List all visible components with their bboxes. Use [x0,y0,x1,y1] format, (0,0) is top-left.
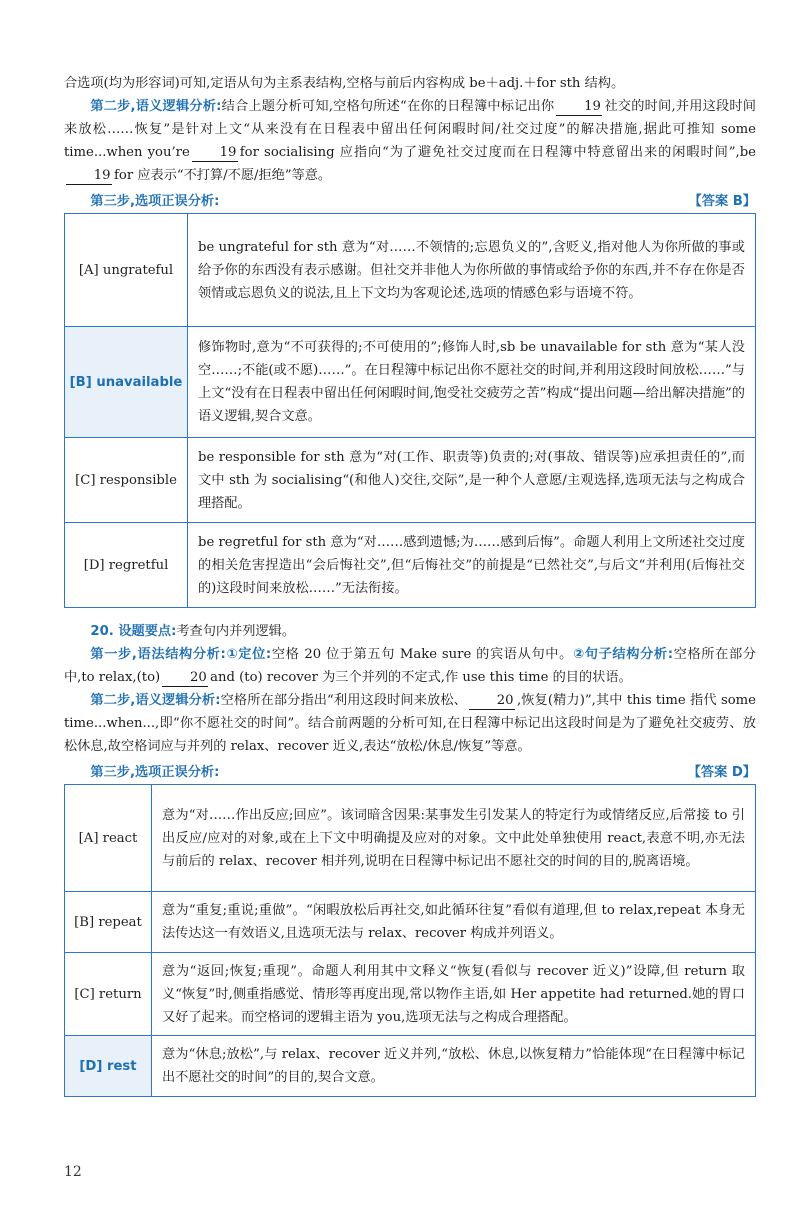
option-desc: 意为“休息;放松”,与 relax、recover 近义并列,“放松、休息,以恢复精力”恰能体现“在日程簿中标记出不愿社交的时间”的目的,契合文意。 [152,1036,756,1097]
option-desc: be regretful for sth 意为“对……感到遗憾;为……感到后悔”。命题人利用上文所述社交过度的相关危害捏造出“会后悔社交”,但“后悔社交”的前提是“已然社交”,与后文“并利用(后悔社交的)这段时间来放松……”无法衔接。 [188,523,756,608]
q19-step2-text-a: 结合上题分析可知,空格句所述“在你的日程簿中标记出你 [221,99,555,114]
option-desc: 意为“返回;恢复;重现”。命题人利用其中文释义“恢复(看似与 recover 近义)”设障,但 return 取义“恢复”时,侧重指感觉、情形等再度出现,常以物作主语,如 Her appetite had returned.她的胃口又好了起来。而空格词的逻辑主语为 you,选项无法与之构成合理搭配。 [152,953,756,1036]
option-label: [A] react [65,785,152,892]
q19-step2-heading: 第二步,语义逻辑分析: [90,99,222,114]
option-desc: 意为“重复;重说;重做”。“闲暇放松后再社交,如此循环往复”看似有道理,但 to relax,repeat 本身无法传达这一有效语义,且选项无法与 relax、recover 构成并列语义。 [152,892,756,953]
q19-step2-text-b: 社交的时间,并用这段时间来放松……恢复”是针对上文“从来没有在日程表中留出任何闲暇时间/社交过度”的解决措施,据此可推知 some time...when you’re [64,99,756,160]
table-row [65,523,756,608]
q20-step1-paragraph [64,643,756,689]
q19-blank-2: 19 [192,145,238,162]
page-number: 12 [64,1164,82,1180]
q19-step2-text-c: for socialising 应指向“为了避免社交过度而在日程簿中特意留出来的闲暇时间”,be [239,145,756,160]
q20-step2-heading: 第二步,语义逻辑分析: [90,693,221,708]
q20-sub2-text-b: and (to) recover 为三个并列的不定式,作 use this time 的目的状语。 [210,670,632,685]
q20-step2-paragraph [64,689,756,758]
q20-step2-text-b: ,恢复(精力)”,其中 this time 指代 some time...when...,即“你不愿社交的时间”。结合前两题的分析可知,在日程簿中标记出这段时间是为了避免社交疲劳、放松休息,故空格词应与并列的 relax、recover 近义,表达“放松/休息/恢复”等意。 [64,693,756,754]
q20-sub2-text-a: 空格所在部分中,to relax,(to) [64,647,756,685]
option-label-correct: [D] rest [65,1036,152,1097]
q20-sub2-heading: ②句子结构分析: [572,647,673,662]
page-content [64,72,756,1097]
option-desc: 修饰物时,意为“不可获得的;不可使用的”;修饰人时,sb be unavailable for sth 意为“某人没空……;不能(或不愿)……”。在日程簿中标记出你不愿社交的时间,并利用这段时间放松……”与上文“没有在日程表中留出任何闲暇时间,饱受社交疲劳之苦”构成“提出问题—给出解决措施”的语义逻辑,契合文意。 [188,327,756,438]
q19-step3-heading: 第三步,选项正误分析: [90,193,220,209]
q19-blank-1: 19 [556,99,602,116]
intro-paragraph: 合选项(均为形容词)可知,定语从句为主系表结构,空格与前后内容构成 be＋adj.＋for sth 结构。 [64,76,625,91]
q19-answer: 【答案 B】 [688,193,756,209]
q20-sub1-text: 空格 20 位于第五句 Make sure 的宾语从句中。 [271,647,573,662]
table-row [65,214,756,327]
q19-step2-paragraph [64,95,756,187]
q20-title-text: 考查句内并列逻辑。 [176,624,296,639]
q19-blank-3: 19 [66,168,112,185]
q20-sub1-heading: ①定位: [225,647,272,662]
option-label: [B] repeat [65,892,152,953]
table-row [65,785,756,892]
option-label: [D] regretful [65,523,188,608]
option-desc: 意为“对……作出反应;回应”。该词暗含因果:某事发生引发某人的特定行为或情绪反应,后常接 to 引出反应/应对的对象,或在上下文中明确提及应对的对象。文中此处单独使用 react,表意不明,亦无法与前后的 relax、recover 相并列,说明在日程簿中标记出不愿社交的时间的目的,脱离语境。 [152,785,756,892]
option-desc: be ungrateful for sth 意为“对……不领情的;忘恩负义的”,含贬义,指对他人为你所做的事或给予你的东西没有表示感谢。但社交并非他人为你所做的事情或给予你的东西,并不存在你是否领情或忘恩负义的说法,且上下文均为客观论述,选项的情感色彩与语境不符。 [188,214,756,327]
q20-blank-1: 20 [162,670,208,687]
q20-title-heading: 20. 设题要点: [90,624,177,639]
q20-step2-text-a: 空格所在部分指出“利用这段时间来放松、 [220,693,467,708]
option-desc: be responsible for sth 意为“对(工作、职责等)负责的;对(事故、错误等)应承担责任的”,而文中 sth 为 socialising“(和他人)交往,交际”,是一种个人意愿/主观选择,选项无法与之构成合理搭配。 [188,438,756,523]
option-label: [C] return [65,953,152,1036]
q19-step3-line [64,187,756,211]
table-row [65,327,756,438]
q20-blank-2: 20 [469,693,515,710]
table-row [65,1036,756,1097]
q20-step3-heading: 第三步,选项正误分析: [90,764,220,780]
q20-options-table [64,784,756,1097]
table-row [65,438,756,523]
q20-title [64,620,756,643]
option-label: [A] ungrateful [65,214,188,327]
q20-step1-heading: 第一步,语法结构分析: [90,647,226,662]
q20-step3-line [64,758,756,782]
option-label-correct: [B] unavailable [65,327,188,438]
option-label: [C] responsible [65,438,188,523]
q19-step2-text-d: for 应表示“不打算/不愿/拒绝”等意。 [114,168,332,183]
q19-options-table [64,213,756,608]
table-row [65,953,756,1036]
q20-answer: 【答案 D】 [687,764,756,780]
table-row [65,892,756,953]
